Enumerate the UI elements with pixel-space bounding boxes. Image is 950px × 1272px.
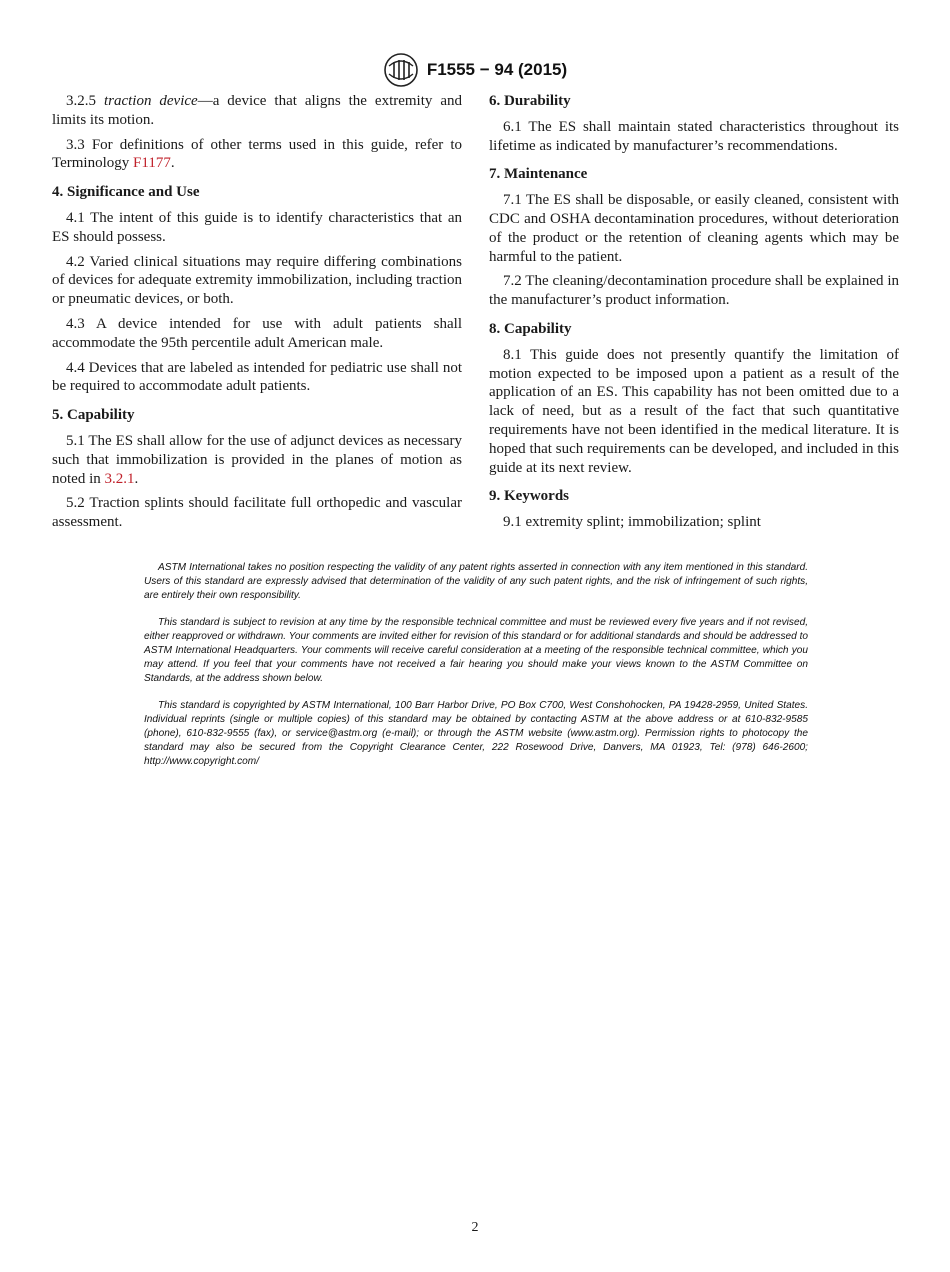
paragraph-5-1 [52, 432, 462, 488]
paragraph-9-1: 9.1 extremity splint; immobilization; splint [503, 514, 761, 531]
astm-logo-icon [383, 52, 419, 88]
paragraph-4-3: 4.3 A device intended for use with adult patients shall accommodate the 95th percentile adult American male. [52, 315, 462, 351]
legal-notices [144, 561, 808, 782]
left-column [52, 92, 462, 538]
section-heading-6: 6. Durability [489, 93, 571, 109]
paragraph-text: 3.3 For definitions of other terms used in this guide, refer to Terminology [52, 136, 462, 172]
revision-notice: This standard is subject to revision at any time by the responsible technical committee and must be reviewed every five years and if not revised, either reapproved or withdrawn. Your comments are invited either for revision of this standard or for additional standards and should be addressed to ASTM International Headquarters. Your comments will receive careful consideration at a meeting of the responsible technical committee, which you may attend. If you feel that your comments have not received a fair hearing you should make your views known to the ASTM Committee on Standards, at the address shown below. [144, 617, 808, 684]
paragraph-text: . [134, 470, 139, 487]
defined-term: traction device [103, 93, 198, 109]
paragraph-text: . [170, 155, 175, 172]
section-link[interactable]: 3.2.1 [104, 470, 135, 487]
patent-notice: ASTM International takes no position respecting the validity of any patent rights asserted in connection with any item mentioned in this standard. Users of this standard are expressly advised that determination of the validity of any such patent rights, and the risk of infringement of such rights, are entirely their own responsibility. [144, 562, 808, 601]
section-heading-7: 7. Maintenance [489, 166, 588, 183]
paragraph-6-1: 6.1 The ES shall maintain stated characteristics throughout its lifetime as indicated by manufacturer’s recommendations. [489, 118, 899, 154]
paragraph-5-2: 5.2 Traction splints should facilitate full orthopedic and vascular assessment. [52, 495, 462, 531]
paragraph-text: 5.1 The ES shall allow for the use of adjunct devices as necessary such that immobilization is provided in the planes of motion as noted in [52, 432, 462, 487]
paragraph-4-4: 4.4 Devices that are labeled as intended for pediatric use shall not be required to accommodate adult patients. [52, 359, 462, 395]
section-heading-9: 9. Keywords [489, 488, 569, 505]
copyright-notice: This standard is copyrighted by ASTM International, 100 Barr Harbor Drive, PO Box C700, West Conshohocken, PA 19428-2959, United States. Individual reprints (single or multiple copies) of this standard may be obtained by contacting ASTM at the above address or at 610-832-9585 (phone), 610-832-9555 (fax), or service@astm.org (e-mail); or through the ASTM website (www.astm.org). Permission rights to photocopy the standard may also be secured from the Copyright Clearance Center, 222 Rosewood Drive, Danvers, MA 01923, Tel: (978) 646-2600; http://www.copyright.com/ [144, 700, 808, 767]
right-column [489, 92, 899, 538]
page-header [0, 52, 950, 88]
paragraph-3-2-5 [52, 92, 462, 130]
paragraph-4-2: 4.2 Varied clinical situations may require differing combinations of devices for adequate extremity immobilization, including traction or pneumatic devices, or both. [52, 253, 462, 308]
paragraph-7-1: 7.1 The ES shall be disposable, or easily cleaned, consistent with CDC and OSHA decontamination procedures, without deterioration of the product or the retention of cleaning agents which may be harmful to the patient. [489, 192, 899, 265]
paragraph-8-1: 8.1 This guide does not presently quantify the limitation of motion expected to be imposed upon a patient as a result of the application of an ES. This capability has not been omitted due to a lack of need, but as a result of the fact that such quantitative requirements have not been identified in the medical literature. It is hoped that such requirements can be developed, and included in this guide at its next review. [489, 346, 899, 476]
terminology-link[interactable]: F1177 [133, 155, 171, 172]
paragraph-3-3 [52, 136, 462, 174]
definition-text: —a device that aligns the extremity and limits its motion. [52, 93, 462, 128]
section-heading-8: 8. Capability [489, 320, 572, 337]
document-designation: F1555 − 94 (2015) [426, 60, 568, 79]
page-number: 2 [471, 1220, 479, 1235]
paragraph-4-1: 4.1 The intent of this guide is to identify characteristics that an ES should possess. [52, 209, 462, 245]
clause-number: 3.2.5 [66, 93, 96, 109]
paragraph-7-2: 7.2 The cleaning/decontamination procedure shall be explained in the manufacturer’s product information. [489, 273, 899, 309]
section-heading-4: 4. Significance and Use [52, 184, 200, 201]
section-heading-5: 5. Capability [52, 407, 135, 424]
